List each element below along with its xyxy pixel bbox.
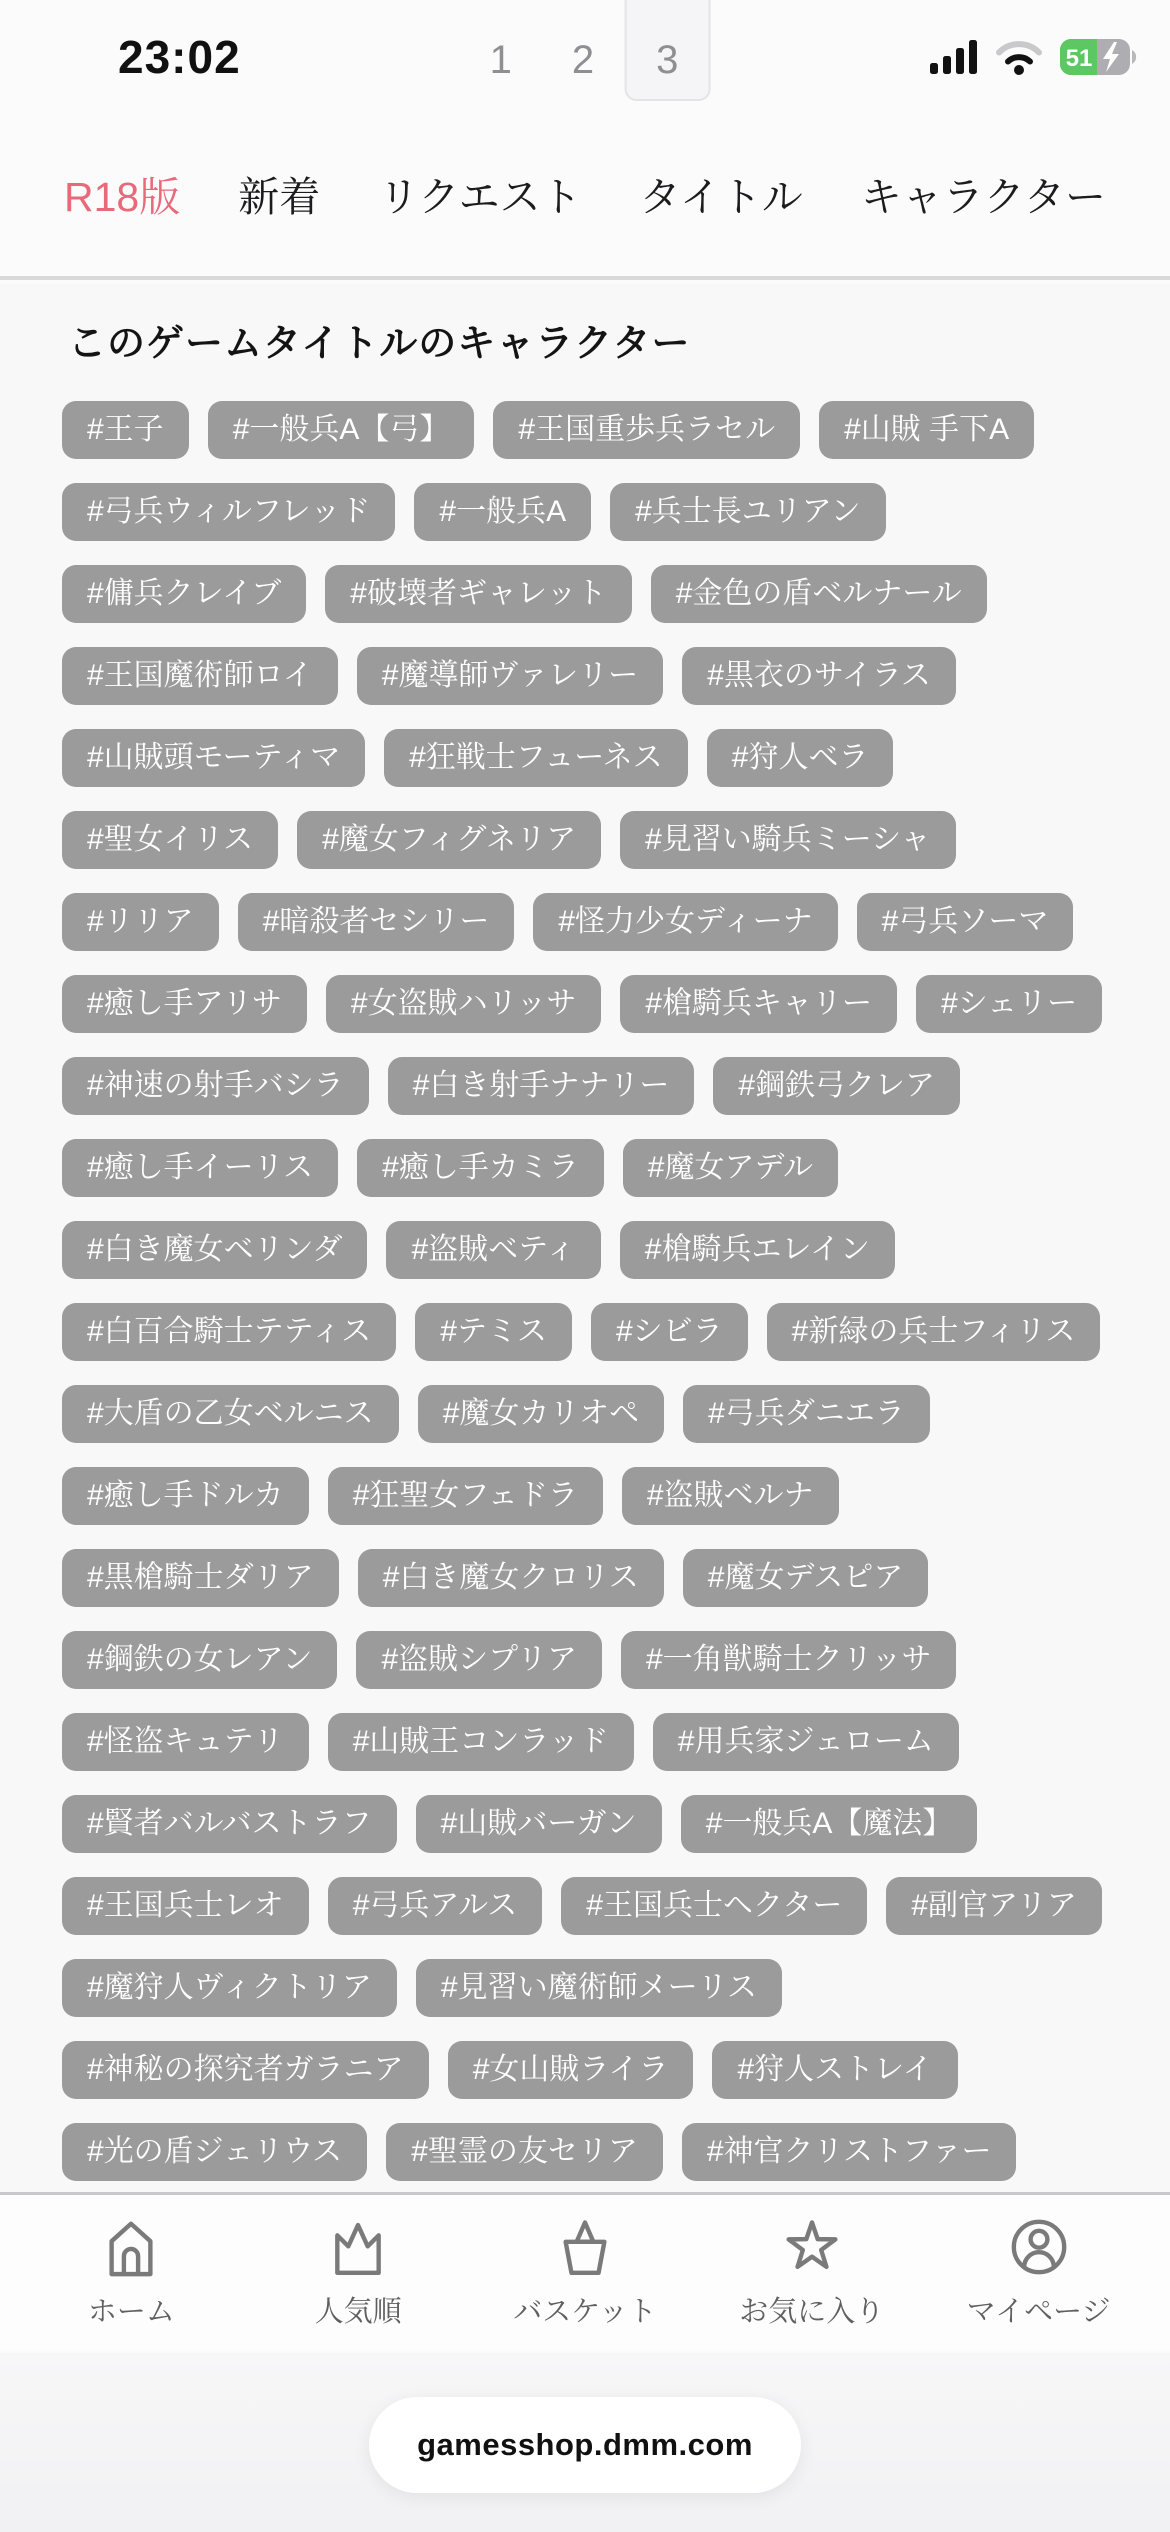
- tab-item-basket[interactable]: [500, 2216, 670, 2330]
- character-tag[interactable]: #魔女アデル: [623, 1139, 838, 1197]
- battery-charging-icon: [1060, 38, 1138, 81]
- tag-row: [62, 1057, 1108, 1115]
- character-tag[interactable]: #暗殺者セシリー: [238, 893, 515, 951]
- character-tag[interactable]: #鋼鉄弓クレア: [713, 1057, 960, 1115]
- character-tag[interactable]: #テミス: [415, 1303, 572, 1361]
- character-tag[interactable]: #山賊バーガン: [416, 1795, 662, 1853]
- character-tag[interactable]: #魔狩人ヴィクトリア: [62, 1959, 397, 2017]
- character-tag[interactable]: #見習い魔術師メーリス: [416, 1959, 782, 2017]
- character-tag[interactable]: #王子: [62, 401, 189, 459]
- tag-row: [62, 401, 1108, 459]
- character-tag[interactable]: #白百合騎士テティス: [62, 1303, 396, 1361]
- character-tag[interactable]: #金色の盾ベルナール: [651, 565, 987, 623]
- page-title: このゲームタイトルのキャラクター: [68, 323, 691, 365]
- tag-row: [62, 729, 1108, 787]
- nav-tab-5[interactable]: キャラクター: [860, 173, 1106, 220]
- battery-percent-text: 51: [1065, 45, 1093, 72]
- person-icon: [1008, 2216, 1070, 2283]
- character-tag[interactable]: #白き魔女クロリス: [358, 1549, 664, 1607]
- character-tag[interactable]: #白き魔女ベリンダ: [62, 1221, 367, 1279]
- character-tag[interactable]: #盗賊ベティ: [386, 1221, 600, 1279]
- tag-row: [62, 1221, 1108, 1279]
- character-tag[interactable]: #狩人ストレイ: [712, 2041, 957, 2099]
- character-tag[interactable]: #槍騎兵キャリー: [620, 975, 897, 1033]
- page-tab-1[interactable]: 1: [489, 38, 512, 82]
- character-tag[interactable]: #魔女フィグネリア: [297, 811, 601, 869]
- address-bar-url: gamesshop.dmm.com: [417, 2427, 753, 2462]
- character-tag[interactable]: #魔女カリオペ: [418, 1385, 664, 1443]
- character-tag[interactable]: #癒し手イーリス: [62, 1139, 338, 1197]
- tag-row: [62, 893, 1108, 951]
- cellular-signal-icon: [930, 39, 978, 80]
- tag-row: [62, 1713, 1108, 1771]
- character-tag[interactable]: #山賊 手下A: [819, 401, 1034, 459]
- tag-list: [62, 401, 1108, 2192]
- tab-item-home[interactable]: [46, 2216, 216, 2330]
- nav-tab-3[interactable]: リクエスト: [378, 173, 582, 220]
- status-time: 23:02: [118, 31, 241, 83]
- basket-icon: [554, 2216, 616, 2283]
- character-tag[interactable]: #副官アリア: [886, 1877, 1102, 1935]
- home-icon: [100, 2216, 162, 2283]
- nav-tab-2[interactable]: 新着: [238, 173, 321, 220]
- character-tag[interactable]: #魔女デスピア: [683, 1549, 929, 1607]
- character-tag[interactable]: #神速の射手バシラ: [62, 1057, 369, 1115]
- page-tab-2[interactable]: 2: [571, 38, 595, 82]
- character-tag[interactable]: #王国兵士レオ: [62, 1877, 309, 1935]
- tag-row: [62, 1795, 1108, 1853]
- browser-chrome: [0, 2353, 1170, 2532]
- tab-item-label: 人気順: [314, 2295, 402, 2328]
- tag-row: [62, 1549, 1108, 1607]
- character-tag[interactable]: #兵士長ユリアン: [610, 483, 885, 541]
- character-tag[interactable]: #癒し手カミラ: [357, 1139, 604, 1197]
- tag-row: [62, 565, 1108, 623]
- tab-item-label: ホーム: [87, 2295, 175, 2328]
- character-tag[interactable]: #破壊者ギャレット: [325, 565, 631, 623]
- character-tag[interactable]: #鋼鉄の女レアン: [62, 1631, 337, 1689]
- tab-item-label: お気に入り: [739, 2295, 885, 2328]
- tag-row: [62, 1303, 1108, 1361]
- character-tag[interactable]: #光の盾ジェリウス: [62, 2123, 367, 2181]
- tag-row: [62, 483, 1108, 541]
- address-bar[interactable]: [369, 2397, 801, 2493]
- tab-item-star[interactable]: [727, 2216, 897, 2330]
- character-tag[interactable]: #一角獣騎士クリッサ: [621, 1631, 956, 1689]
- tag-row: [62, 1139, 1108, 1197]
- character-tag[interactable]: #狩人ベラ: [707, 729, 894, 787]
- character-tag[interactable]: #白き射手ナナリー: [388, 1057, 695, 1115]
- content: [0, 284, 1170, 2192]
- character-tag[interactable]: #癒し手ドルカ: [62, 1467, 309, 1525]
- nav-tab-1[interactable]: R18版: [64, 173, 181, 220]
- wifi-icon: [994, 38, 1044, 81]
- character-tag[interactable]: #魔導師ヴァレリー: [357, 647, 663, 705]
- tab-item-label: バスケット: [513, 2295, 657, 2328]
- character-tag[interactable]: #一般兵A【弓】: [208, 401, 475, 459]
- character-tag[interactable]: #王国魔術師ロイ: [62, 647, 338, 705]
- character-tag[interactable]: #弓兵アルス: [328, 1877, 543, 1935]
- character-tag[interactable]: #リリア: [62, 893, 219, 951]
- character-tag[interactable]: #盗賊シプリア: [356, 1631, 602, 1689]
- character-tag[interactable]: #王国重歩兵ラセル: [493, 401, 800, 459]
- character-tag[interactable]: #黒槍騎士ダリア: [62, 1549, 339, 1607]
- nav-tabs: [0, 110, 1170, 280]
- tag-row: [62, 647, 1108, 705]
- tag-row: [62, 1959, 1108, 2017]
- tag-row: [62, 1631, 1108, 1689]
- tag-row: [62, 1385, 1108, 1443]
- tab-item-person[interactable]: [954, 2216, 1124, 2330]
- character-tag[interactable]: #山賊頭モーティマ: [62, 729, 365, 787]
- character-tag[interactable]: #狂戦士フューネス: [384, 729, 688, 787]
- character-tag[interactable]: #一般兵A【魔法】: [681, 1795, 978, 1853]
- character-tag[interactable]: #弓兵ソーマ: [857, 893, 1074, 951]
- tag-row: [62, 811, 1108, 869]
- tag-row: [62, 1877, 1108, 1935]
- tag-row: [62, 2123, 1108, 2181]
- character-tag[interactable]: #聖霊の友セリア: [386, 2123, 663, 2181]
- character-tag[interactable]: #シェリー: [916, 975, 1102, 1033]
- page-indicator: [460, 0, 711, 101]
- bottom-tab-bar: [0, 2192, 1170, 2350]
- character-tag[interactable]: #神秘の探究者ガラニア: [62, 2041, 429, 2099]
- character-tag[interactable]: #弓兵ダニエラ: [683, 1385, 930, 1443]
- character-tag[interactable]: #狂聖女フェドラ: [328, 1467, 603, 1525]
- crown-icon: [327, 2216, 389, 2283]
- character-tag[interactable]: #新緑の兵士フィリス: [767, 1303, 1101, 1361]
- character-tag[interactable]: #見習い騎兵ミーシャ: [620, 811, 955, 869]
- tab-item-label: マイページ: [966, 2295, 1111, 2328]
- character-tag[interactable]: #女盗賊ハリッサ: [326, 975, 601, 1033]
- character-tag[interactable]: #槍騎兵エレイン: [620, 1221, 895, 1279]
- character-tag[interactable]: #大盾の乙女ベルニス: [62, 1385, 399, 1443]
- star-icon: [781, 2216, 843, 2283]
- character-tag[interactable]: #癒し手アリサ: [62, 975, 307, 1033]
- character-tag[interactable]: #用兵家ジェローム: [653, 1713, 959, 1771]
- character-tag[interactable]: #神官クリストファー: [682, 2123, 1017, 2181]
- character-tag[interactable]: #怪力少女ディーナ: [533, 893, 837, 951]
- page-tab-3[interactable]: 3: [624, 0, 710, 101]
- tag-row: [62, 2041, 1108, 2099]
- character-tag[interactable]: #シビラ: [591, 1303, 748, 1361]
- character-tag[interactable]: #山賊王コンラッド: [328, 1713, 634, 1771]
- tag-row: [62, 1467, 1108, 1525]
- character-tag[interactable]: #王国兵士ヘクター: [561, 1877, 867, 1935]
- character-tag[interactable]: #怪盗キュテリ: [62, 1713, 309, 1771]
- character-tag[interactable]: #黒衣のサイラス: [682, 647, 956, 705]
- character-tag[interactable]: #女山賊ライラ: [448, 2041, 694, 2099]
- tag-row: [62, 975, 1108, 1033]
- character-tag[interactable]: #一般兵A: [414, 483, 591, 541]
- nav-tab-4[interactable]: タイトル: [639, 173, 803, 220]
- tab-item-crown[interactable]: [273, 2216, 443, 2330]
- character-tag[interactable]: #傭兵クレイブ: [62, 565, 306, 623]
- character-tag[interactable]: #弓兵ウィルフレッド: [62, 483, 395, 541]
- status-bar: [0, 0, 1170, 110]
- character-tag[interactable]: #賢者バルバストラフ: [62, 1795, 397, 1853]
- status-icons: [930, 38, 1138, 81]
- character-tag[interactable]: #盗賊ベルナ: [622, 1467, 839, 1525]
- character-tag[interactable]: #聖女イリス: [62, 811, 278, 869]
